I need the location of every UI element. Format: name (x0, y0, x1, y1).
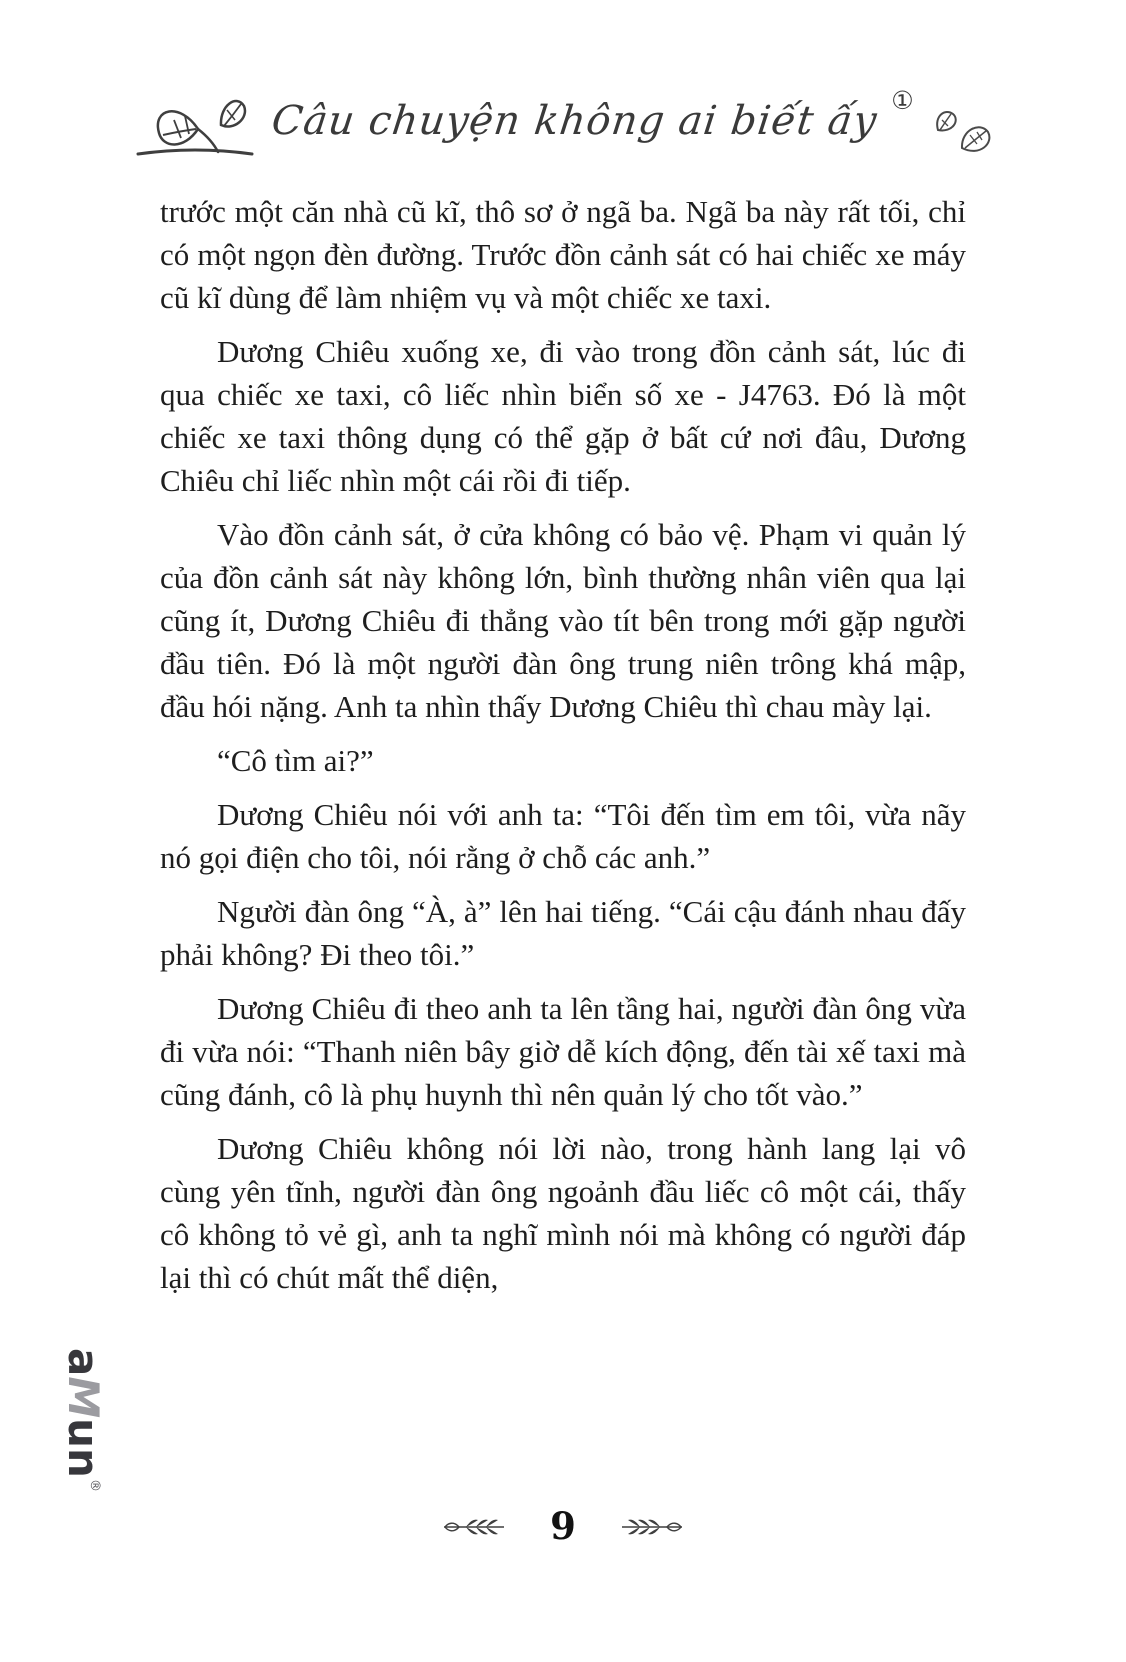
sprout-leaves-icon (134, 90, 256, 164)
paragraph: Dương Chiêu nói với anh ta: “Tôi đến tìm em tôi, vừa nãy nó gọi điện cho tôi, nói rằng ở chỗ các anh.” (160, 797, 966, 875)
paragraph: Dương Chiêu xuống xe, đi vào trong đồn cảnh sát, lúc đi qua chiếc xe taxi, cô liếc nhìn biển số xe - J4763. Đó là một chiếc xe taxi thông dụng có thể gặp ở bất cứ nơi đâu, Dương Chiêu chỉ liếc nhìn một cái rồi đi tiếp. (160, 334, 966, 498)
branch-ornament-right-icon (620, 1516, 684, 1538)
chapter-number-badge: ① (891, 86, 914, 115)
paragraph: Người đàn ông “À, à” lên hai tiếng. “Cái cậu đánh nhau đấy phải không? Đi theo tôi.” (160, 894, 966, 972)
paragraph: Dương Chiêu đi theo anh ta lên tầng hai, người đàn ông vừa đi vừa nói: “Thanh niên bây giờ dễ kích động, đến tài xế taxi mà cũng đánh, cô là phụ huynh thì nên quản lý cho tốt vào.” (160, 991, 966, 1112)
paragraph: Dương Chiêu không nói lời nào, trong hành lang lại vô cùng yên tĩnh, người đàn ông ngoảnh đầu liếc cô một cái, thấy cô không tỏ vẻ gì, anh ta nghĩ mình nói mà không có người đáp lại thì có chút mất thể diện, (160, 1131, 966, 1295)
page-body (160, 190, 966, 1310)
paragraph: trước một căn nhà cũ kĩ, thô sơ ở ngã ba. Ngã ba này rất tối, chỉ có một ngọn đèn đường. Trước đồn cảnh sát có hai chiếc xe máy cũ kĩ dùng để làm nhiệm vụ và một chiếc xe taxi. (160, 194, 966, 315)
paragraph: “Cô tìm ai?” (217, 743, 374, 778)
registered-mark: ® (87, 1478, 102, 1492)
chapter-title-wrap (269, 86, 914, 144)
chapter-title: Câu chuyện không ai biết ấy (269, 98, 881, 144)
branch-ornament-left-icon (442, 1516, 506, 1538)
paragraph: Vào đồn cảnh sát, ở cửa không có bảo vệ. Phạm vi quản lý của đồn cảnh sát này không lớn, bình thường nhân viên qua lại cũng ít, Dương Chiêu đi thẳng vào tít bên trong mới gặp người đầu tiên. Đó là một người đàn ông trung niên trông khá mập, đầu hói nặng. Anh ta nhìn thấy Dương Chiêu thì chau mày lại. (160, 517, 966, 724)
publisher-logo (59, 1345, 108, 1495)
publisher-logo-text: aMun® (59, 1348, 108, 1492)
two-leaves-icon (930, 108, 992, 162)
chapter-header (0, 84, 1126, 158)
page-footer (0, 1504, 1126, 1548)
page-number: 9 (550, 1504, 576, 1548)
